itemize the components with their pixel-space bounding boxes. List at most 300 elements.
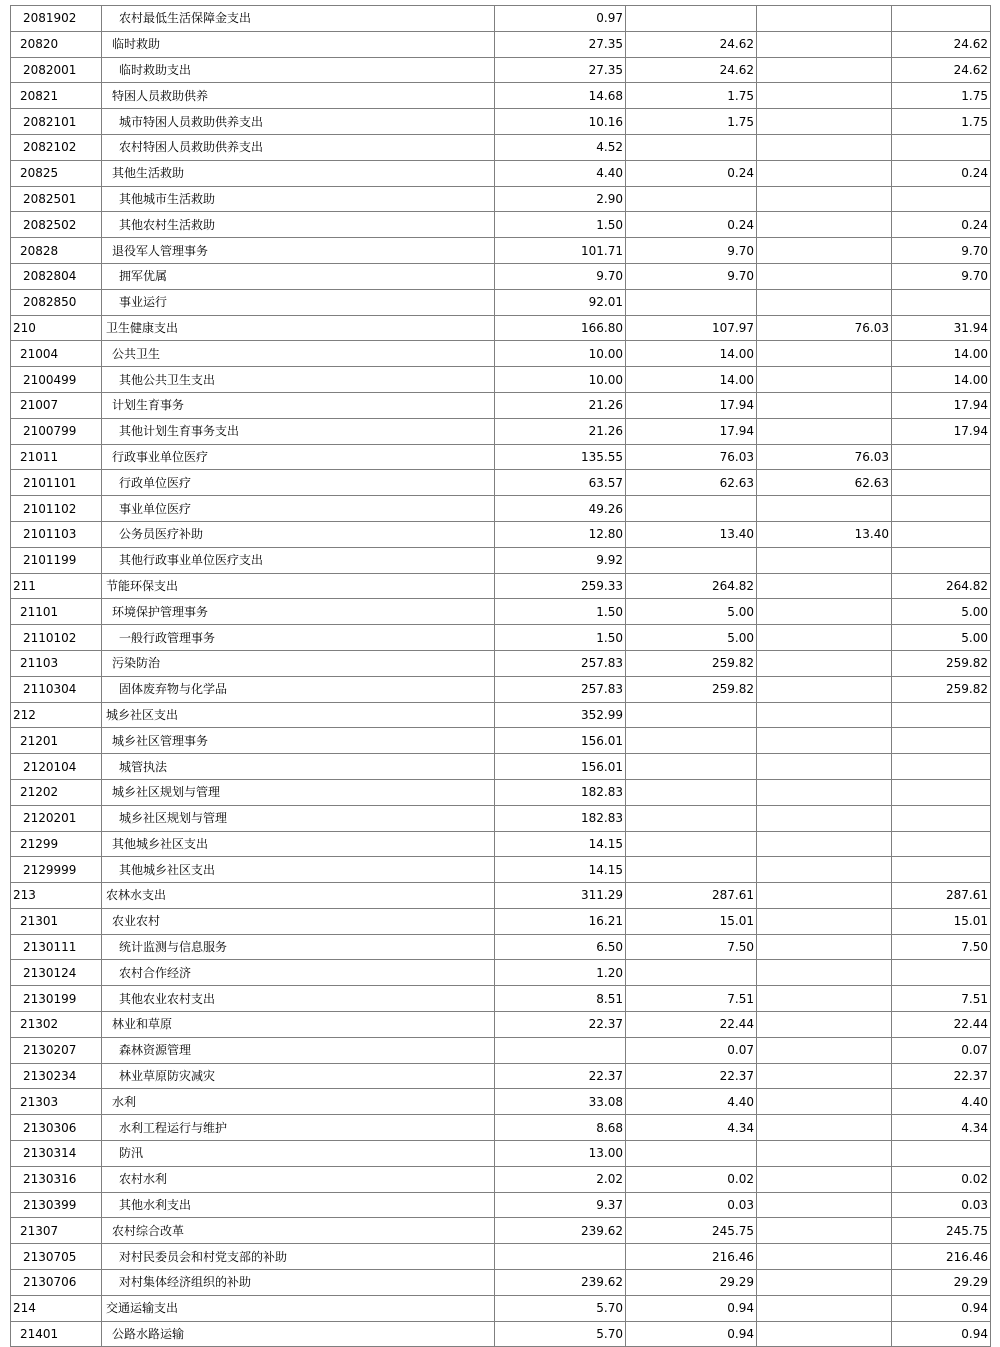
- value-column-3-cell: 62.63: [757, 470, 892, 496]
- value-column-1-cell: 1.20: [495, 960, 626, 986]
- category-name-cell: 林业草原防灾减灾: [102, 1063, 495, 1089]
- value-column-1-cell: 9.37: [495, 1192, 626, 1218]
- value-column-3-cell: [757, 57, 892, 83]
- value-column-4-cell: 15.01: [892, 908, 991, 934]
- category-name-cell: 水利工程运行与维护: [102, 1115, 495, 1141]
- category-name-cell: 对村集体经济组织的补助: [102, 1270, 495, 1296]
- table-row: [11, 1141, 991, 1167]
- value-column-1-cell: 22.37: [495, 1012, 626, 1038]
- category-name-cell: 污染防治: [102, 650, 495, 676]
- value-column-2-cell: 14.00: [626, 367, 757, 393]
- category-code-cell: 20821: [11, 83, 102, 109]
- value-column-4-cell: 22.37: [892, 1063, 991, 1089]
- category-code-cell: 2082850: [11, 289, 102, 315]
- category-code-cell: 20828: [11, 238, 102, 264]
- value-column-4-cell: 0.94: [892, 1295, 991, 1321]
- value-column-2-cell: [626, 289, 757, 315]
- category-name-cell: 交通运输支出: [102, 1295, 495, 1321]
- value-column-2-cell: 259.82: [626, 676, 757, 702]
- value-column-2-cell: [626, 547, 757, 573]
- value-column-4-cell: 259.82: [892, 650, 991, 676]
- value-column-3-cell: [757, 805, 892, 831]
- value-column-3-cell: [757, 1012, 892, 1038]
- value-column-3-cell: [757, 392, 892, 418]
- table-row: [11, 289, 991, 315]
- value-column-4-cell: 17.94: [892, 418, 991, 444]
- table-row: [11, 212, 991, 238]
- value-column-2-cell: 24.62: [626, 31, 757, 57]
- category-code-cell: 21401: [11, 1321, 102, 1347]
- table-row: [11, 1166, 991, 1192]
- table-row: [11, 392, 991, 418]
- value-column-4-cell: [892, 496, 991, 522]
- value-column-1-cell: 156.01: [495, 728, 626, 754]
- category-code-cell: 2081902: [11, 6, 102, 32]
- value-column-2-cell: 216.46: [626, 1244, 757, 1270]
- value-column-4-cell: 0.03: [892, 1192, 991, 1218]
- value-column-4-cell: 245.75: [892, 1218, 991, 1244]
- value-column-3-cell: [757, 1321, 892, 1347]
- value-column-2-cell: 4.34: [626, 1115, 757, 1141]
- value-column-2-cell: [626, 1141, 757, 1167]
- category-name-cell: 环境保护管理事务: [102, 599, 495, 625]
- value-column-1-cell: 1.50: [495, 599, 626, 625]
- category-name-cell: 城市特困人员救助供养支出: [102, 109, 495, 135]
- value-column-1-cell: 101.71: [495, 238, 626, 264]
- table-row: [11, 134, 991, 160]
- category-name-cell: 对村民委员会和村党支部的补助: [102, 1244, 495, 1270]
- value-column-3-cell: [757, 1115, 892, 1141]
- value-column-1-cell: 14.68: [495, 83, 626, 109]
- table-row: [11, 702, 991, 728]
- value-column-3-cell: [757, 134, 892, 160]
- value-column-2-cell: [626, 496, 757, 522]
- category-name-cell: 城乡社区规划与管理: [102, 805, 495, 831]
- value-column-1-cell: 166.80: [495, 315, 626, 341]
- category-name-cell: 计划生育事务: [102, 392, 495, 418]
- value-column-3-cell: [757, 1295, 892, 1321]
- value-column-3-cell: [757, 289, 892, 315]
- value-column-1-cell: 21.26: [495, 392, 626, 418]
- value-column-3-cell: [757, 908, 892, 934]
- category-code-cell: 21201: [11, 728, 102, 754]
- value-column-2-cell: [626, 134, 757, 160]
- category-code-cell: 21299: [11, 831, 102, 857]
- value-column-3-cell: 76.03: [757, 444, 892, 470]
- category-name-cell: 林业和草原: [102, 1012, 495, 1038]
- category-name-cell: 其他水利支出: [102, 1192, 495, 1218]
- value-column-3-cell: [757, 263, 892, 289]
- table-row: [11, 238, 991, 264]
- category-name-cell: 事业单位医疗: [102, 496, 495, 522]
- value-column-2-cell: [626, 6, 757, 32]
- value-column-1-cell: 259.33: [495, 573, 626, 599]
- value-column-4-cell: 24.62: [892, 57, 991, 83]
- value-column-1-cell: 9.92: [495, 547, 626, 573]
- value-column-1-cell: [495, 1244, 626, 1270]
- value-column-3-cell: [757, 1037, 892, 1063]
- value-column-1-cell: 239.62: [495, 1218, 626, 1244]
- table-row: [11, 57, 991, 83]
- value-column-3-cell: [757, 1270, 892, 1296]
- table-row: [11, 650, 991, 676]
- value-column-3-cell: [757, 934, 892, 960]
- value-column-1-cell: 6.50: [495, 934, 626, 960]
- category-code-cell: 21007: [11, 392, 102, 418]
- category-name-cell: 拥军优属: [102, 263, 495, 289]
- category-code-cell: 21011: [11, 444, 102, 470]
- category-name-cell: 其他生活救助: [102, 160, 495, 186]
- category-code-cell: 210: [11, 315, 102, 341]
- category-code-cell: 211: [11, 573, 102, 599]
- value-column-2-cell: 22.37: [626, 1063, 757, 1089]
- value-column-1-cell: 311.29: [495, 883, 626, 909]
- value-column-4-cell: [892, 779, 991, 805]
- value-column-1-cell: 27.35: [495, 31, 626, 57]
- value-column-2-cell: [626, 728, 757, 754]
- table-row: [11, 805, 991, 831]
- category-code-cell: 213: [11, 883, 102, 909]
- value-column-1-cell: 27.35: [495, 57, 626, 83]
- value-column-4-cell: [892, 6, 991, 32]
- value-column-1-cell: 156.01: [495, 754, 626, 780]
- table-row: [11, 83, 991, 109]
- value-column-1-cell: 5.70: [495, 1321, 626, 1347]
- category-name-cell: 行政事业单位医疗: [102, 444, 495, 470]
- value-column-2-cell: 76.03: [626, 444, 757, 470]
- category-code-cell: 2130705: [11, 1244, 102, 1270]
- value-column-4-cell: [892, 186, 991, 212]
- value-column-4-cell: 259.82: [892, 676, 991, 702]
- value-column-4-cell: 287.61: [892, 883, 991, 909]
- value-column-1-cell: 4.52: [495, 134, 626, 160]
- category-code-cell: 2130306: [11, 1115, 102, 1141]
- category-code-cell: 21302: [11, 1012, 102, 1038]
- table-row: [11, 1218, 991, 1244]
- table-row: [11, 831, 991, 857]
- category-name-cell: 城乡社区管理事务: [102, 728, 495, 754]
- value-column-3-cell: [757, 186, 892, 212]
- value-column-3-cell: [757, 547, 892, 573]
- category-name-cell: 农林水支出: [102, 883, 495, 909]
- category-name-cell: 农村特困人员救助供养支出: [102, 134, 495, 160]
- category-code-cell: 2101101: [11, 470, 102, 496]
- value-column-3-cell: [757, 831, 892, 857]
- category-name-cell: 公路水路运输: [102, 1321, 495, 1347]
- category-code-cell: 2129999: [11, 857, 102, 883]
- value-column-4-cell: [892, 728, 991, 754]
- category-name-cell: 固体废弃物与化学品: [102, 676, 495, 702]
- table-row: [11, 470, 991, 496]
- value-column-2-cell: 245.75: [626, 1218, 757, 1244]
- value-column-4-cell: 7.51: [892, 986, 991, 1012]
- value-column-4-cell: [892, 960, 991, 986]
- category-name-cell: 退役军人管理事务: [102, 238, 495, 264]
- value-column-3-cell: [757, 31, 892, 57]
- table-row: [11, 444, 991, 470]
- value-column-3-cell: [757, 109, 892, 135]
- category-code-cell: 21103: [11, 650, 102, 676]
- value-column-1-cell: 16.21: [495, 908, 626, 934]
- value-column-4-cell: 0.24: [892, 212, 991, 238]
- value-column-2-cell: 1.75: [626, 109, 757, 135]
- category-code-cell: 21202: [11, 779, 102, 805]
- category-code-cell: 21101: [11, 599, 102, 625]
- value-column-4-cell: 29.29: [892, 1270, 991, 1296]
- category-name-cell: 统计监测与信息服务: [102, 934, 495, 960]
- table-row: [11, 1012, 991, 1038]
- value-column-2-cell: [626, 805, 757, 831]
- value-column-3-cell: [757, 728, 892, 754]
- table-row: [11, 1089, 991, 1115]
- category-code-cell: 214: [11, 1295, 102, 1321]
- table-row: [11, 779, 991, 805]
- category-code-cell: 21307: [11, 1218, 102, 1244]
- category-code-cell: 212: [11, 702, 102, 728]
- value-column-2-cell: 0.24: [626, 212, 757, 238]
- value-column-1-cell: 2.02: [495, 1166, 626, 1192]
- table-row: [11, 728, 991, 754]
- value-column-2-cell: [626, 831, 757, 857]
- value-column-2-cell: 9.70: [626, 238, 757, 264]
- value-column-3-cell: [757, 754, 892, 780]
- value-column-4-cell: 0.24: [892, 160, 991, 186]
- value-column-3-cell: [757, 960, 892, 986]
- value-column-2-cell: 1.75: [626, 83, 757, 109]
- value-column-1-cell: 182.83: [495, 805, 626, 831]
- table-row: [11, 908, 991, 934]
- category-code-cell: 2120104: [11, 754, 102, 780]
- value-column-2-cell: [626, 779, 757, 805]
- value-column-2-cell: 22.44: [626, 1012, 757, 1038]
- value-column-1-cell: 8.51: [495, 986, 626, 1012]
- category-name-cell: 森林资源管理: [102, 1037, 495, 1063]
- category-name-cell: 农村综合改革: [102, 1218, 495, 1244]
- value-column-1-cell: 92.01: [495, 289, 626, 315]
- value-column-1-cell: 239.62: [495, 1270, 626, 1296]
- table-row: [11, 263, 991, 289]
- category-code-cell: 2130234: [11, 1063, 102, 1089]
- value-column-4-cell: [892, 754, 991, 780]
- value-column-1-cell: 8.68: [495, 1115, 626, 1141]
- value-column-4-cell: 9.70: [892, 263, 991, 289]
- value-column-4-cell: 5.00: [892, 625, 991, 651]
- category-code-cell: 21004: [11, 341, 102, 367]
- value-column-4-cell: 4.40: [892, 1089, 991, 1115]
- value-column-4-cell: 17.94: [892, 392, 991, 418]
- value-column-2-cell: 107.97: [626, 315, 757, 341]
- value-column-2-cell: 0.07: [626, 1037, 757, 1063]
- category-name-cell: 卫生健康支出: [102, 315, 495, 341]
- value-column-1-cell: 182.83: [495, 779, 626, 805]
- value-column-2-cell: 5.00: [626, 599, 757, 625]
- value-column-2-cell: 24.62: [626, 57, 757, 83]
- value-column-3-cell: [757, 676, 892, 702]
- category-code-cell: 2120201: [11, 805, 102, 831]
- value-column-4-cell: [892, 289, 991, 315]
- category-name-cell: 临时救助支出: [102, 57, 495, 83]
- value-column-3-cell: [757, 341, 892, 367]
- value-column-4-cell: 7.50: [892, 934, 991, 960]
- category-code-cell: 2130199: [11, 986, 102, 1012]
- value-column-1-cell: 63.57: [495, 470, 626, 496]
- value-column-1-cell: 21.26: [495, 418, 626, 444]
- value-column-1-cell: 10.00: [495, 367, 626, 393]
- category-name-cell: 其他公共卫生支出: [102, 367, 495, 393]
- value-column-4-cell: 22.44: [892, 1012, 991, 1038]
- value-column-3-cell: [757, 573, 892, 599]
- value-column-4-cell: 1.75: [892, 83, 991, 109]
- value-column-1-cell: 1.50: [495, 212, 626, 238]
- category-code-cell: 21301: [11, 908, 102, 934]
- category-code-cell: 2110304: [11, 676, 102, 702]
- table-row: [11, 1037, 991, 1063]
- category-code-cell: 2082501: [11, 186, 102, 212]
- value-column-3-cell: [757, 418, 892, 444]
- value-column-4-cell: [892, 857, 991, 883]
- category-name-cell: 一般行政管理事务: [102, 625, 495, 651]
- category-name-cell: 农业农村: [102, 908, 495, 934]
- value-column-1-cell: 12.80: [495, 521, 626, 547]
- value-column-3-cell: 76.03: [757, 315, 892, 341]
- value-column-4-cell: 0.07: [892, 1037, 991, 1063]
- value-column-3-cell: [757, 650, 892, 676]
- table-row: [11, 960, 991, 986]
- value-column-2-cell: [626, 702, 757, 728]
- category-name-cell: 节能环保支出: [102, 573, 495, 599]
- category-name-cell: 其他城市生活救助: [102, 186, 495, 212]
- value-column-4-cell: 216.46: [892, 1244, 991, 1270]
- category-code-cell: 2082502: [11, 212, 102, 238]
- value-column-3-cell: [757, 1141, 892, 1167]
- category-code-cell: 2130124: [11, 960, 102, 986]
- value-column-4-cell: 4.34: [892, 1115, 991, 1141]
- value-column-4-cell: 1.75: [892, 109, 991, 135]
- budget-table-body: [11, 6, 991, 1347]
- category-code-cell: 20825: [11, 160, 102, 186]
- value-column-4-cell: [892, 444, 991, 470]
- category-code-cell: 2130399: [11, 1192, 102, 1218]
- category-name-cell: 城乡社区规划与管理: [102, 779, 495, 805]
- value-column-1-cell: 257.83: [495, 650, 626, 676]
- value-column-4-cell: [892, 547, 991, 573]
- value-column-1-cell: 14.15: [495, 857, 626, 883]
- category-code-cell: 2100799: [11, 418, 102, 444]
- value-column-3-cell: [757, 238, 892, 264]
- value-column-4-cell: 24.62: [892, 31, 991, 57]
- value-column-3-cell: [757, 1166, 892, 1192]
- value-column-1-cell: 2.90: [495, 186, 626, 212]
- value-column-1-cell: 9.70: [495, 263, 626, 289]
- table-row: [11, 986, 991, 1012]
- table-row: [11, 496, 991, 522]
- value-column-1-cell: 5.70: [495, 1295, 626, 1321]
- value-column-3-cell: [757, 367, 892, 393]
- value-column-4-cell: 5.00: [892, 599, 991, 625]
- table-row: [11, 573, 991, 599]
- category-code-cell: 2110102: [11, 625, 102, 651]
- table-row: [11, 1321, 991, 1347]
- category-name-cell: 农村最低生活保障金支出: [102, 6, 495, 32]
- value-column-3-cell: [757, 1192, 892, 1218]
- table-row: [11, 186, 991, 212]
- value-column-2-cell: 0.02: [626, 1166, 757, 1192]
- value-column-3-cell: [757, 1063, 892, 1089]
- value-column-3-cell: [757, 599, 892, 625]
- value-column-4-cell: 14.00: [892, 367, 991, 393]
- category-name-cell: 其他城乡社区支出: [102, 831, 495, 857]
- table-row: [11, 599, 991, 625]
- value-column-4-cell: [892, 702, 991, 728]
- value-column-2-cell: 7.51: [626, 986, 757, 1012]
- category-code-cell: 2082101: [11, 109, 102, 135]
- value-column-2-cell: [626, 960, 757, 986]
- value-column-2-cell: [626, 754, 757, 780]
- value-column-2-cell: 0.94: [626, 1295, 757, 1321]
- value-column-4-cell: [892, 470, 991, 496]
- category-name-cell: 农村水利: [102, 1166, 495, 1192]
- value-column-2-cell: 259.82: [626, 650, 757, 676]
- value-column-3-cell: [757, 1218, 892, 1244]
- table-row: [11, 857, 991, 883]
- category-name-cell: 城乡社区支出: [102, 702, 495, 728]
- value-column-3-cell: [757, 496, 892, 522]
- category-code-cell: 2082001: [11, 57, 102, 83]
- value-column-2-cell: 0.03: [626, 1192, 757, 1218]
- value-column-3-cell: [757, 212, 892, 238]
- value-column-2-cell: 62.63: [626, 470, 757, 496]
- category-name-cell: 水利: [102, 1089, 495, 1115]
- value-column-2-cell: 5.00: [626, 625, 757, 651]
- category-code-cell: 2130207: [11, 1037, 102, 1063]
- table-row: [11, 1063, 991, 1089]
- category-name-cell: 防汛: [102, 1141, 495, 1167]
- value-column-3-cell: [757, 1244, 892, 1270]
- category-code-cell: 2130111: [11, 934, 102, 960]
- value-column-1-cell: [495, 1037, 626, 1063]
- category-name-cell: 公共卫生: [102, 341, 495, 367]
- value-column-2-cell: 15.01: [626, 908, 757, 934]
- category-code-cell: 2101102: [11, 496, 102, 522]
- value-column-3-cell: [757, 986, 892, 1012]
- category-code-cell: 20820: [11, 31, 102, 57]
- value-column-3-cell: 13.40: [757, 521, 892, 547]
- table-row: [11, 676, 991, 702]
- table-row: [11, 521, 991, 547]
- value-column-2-cell: 13.40: [626, 521, 757, 547]
- category-code-cell: 2130316: [11, 1166, 102, 1192]
- category-name-cell: 城管执法: [102, 754, 495, 780]
- budget-table: [10, 5, 991, 1347]
- value-column-2-cell: 17.94: [626, 392, 757, 418]
- value-column-4-cell: [892, 805, 991, 831]
- category-code-cell: 2101199: [11, 547, 102, 573]
- value-column-2-cell: 17.94: [626, 418, 757, 444]
- value-column-2-cell: 0.94: [626, 1321, 757, 1347]
- value-column-1-cell: 0.97: [495, 6, 626, 32]
- value-column-1-cell: 33.08: [495, 1089, 626, 1115]
- table-row: [11, 547, 991, 573]
- value-column-4-cell: 264.82: [892, 573, 991, 599]
- value-column-1-cell: 352.99: [495, 702, 626, 728]
- value-column-2-cell: 287.61: [626, 883, 757, 909]
- value-column-3-cell: [757, 883, 892, 909]
- value-column-2-cell: 14.00: [626, 341, 757, 367]
- value-column-1-cell: 13.00: [495, 1141, 626, 1167]
- value-column-3-cell: [757, 83, 892, 109]
- value-column-3-cell: [757, 857, 892, 883]
- value-column-2-cell: 4.40: [626, 1089, 757, 1115]
